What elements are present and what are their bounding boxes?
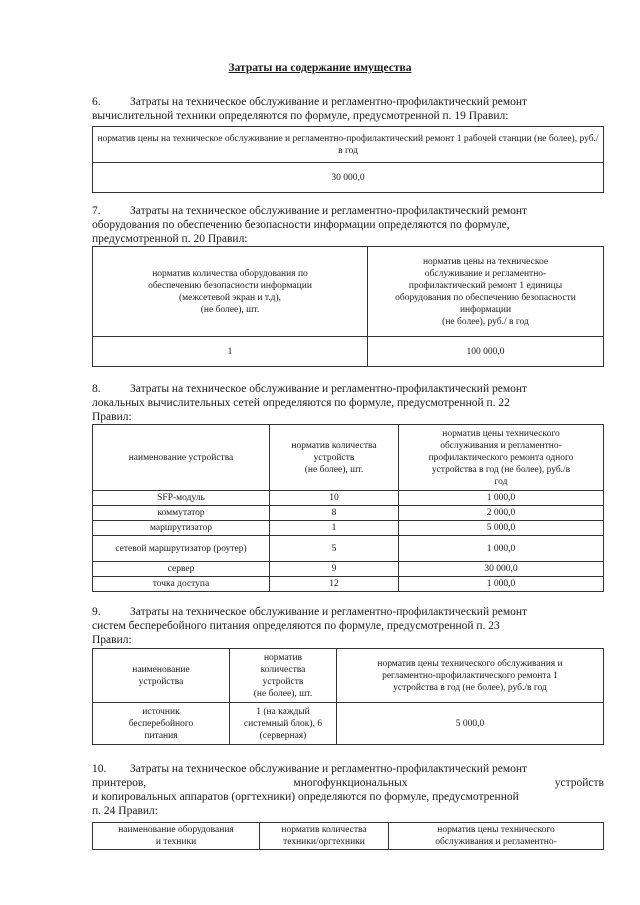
header-line: (не более), шт. xyxy=(200,304,260,315)
table-row xyxy=(93,521,604,536)
section-9-line-3: Правил: xyxy=(92,634,132,646)
section-8-line-3: Правил: xyxy=(92,411,132,423)
header-line: наименование оборудования xyxy=(118,825,234,835)
table-row xyxy=(93,562,604,577)
section-9-header-price xyxy=(337,649,604,703)
section-8-table xyxy=(92,424,604,592)
section-6-value: 30 000,0 xyxy=(93,163,604,193)
header-line: и техники xyxy=(155,837,197,847)
section-9-number: 9. xyxy=(92,606,101,618)
header-line: количества xyxy=(260,664,306,675)
row-qty: 10 xyxy=(270,491,399,506)
section-6-header: норматив цены на техническое обслуживание и регламентно-профилактический ремонт 1 рабочей станции (не более), руб./ в год xyxy=(93,127,604,163)
section-10-header-price xyxy=(389,823,604,850)
section-9-header-qty xyxy=(230,649,337,703)
header-line: регламентно-профилактического ремонта 1 xyxy=(382,670,558,681)
row-name: точка доступа xyxy=(93,577,270,592)
section-6-text xyxy=(92,95,604,123)
section-8-number: 8. xyxy=(92,383,101,395)
section-10-number: 10. xyxy=(92,763,107,775)
header-line: профилактический ремонт 1 единицы xyxy=(408,280,563,291)
section-7-line-3: предусмотренной п. 20 Правил: xyxy=(92,233,248,245)
header-line: обеспечению безопасности информации xyxy=(148,280,312,291)
header-line: норматив количества оборудования по xyxy=(152,268,308,279)
header-line: устройств xyxy=(313,452,355,463)
header-line: норматив количества xyxy=(291,440,377,451)
page-title: Затраты на содержание имущества xyxy=(228,62,412,74)
header-line: наименование xyxy=(132,664,190,675)
row-name: коммутатор xyxy=(93,506,270,521)
section-8-header-qty xyxy=(270,425,399,491)
cell-line: питания xyxy=(144,730,178,741)
table-row xyxy=(93,577,604,592)
header-line: устройства в год (не более), руб./в год xyxy=(393,682,547,693)
header-line: норматив xyxy=(263,652,303,663)
section-6-line-2: вычислительной техники определяются по формуле, предусмотренной п. 19 Правил: xyxy=(92,110,509,122)
section-6-line-1: Затраты на техническое обслуживание и регламентно-профилактический ремонт xyxy=(130,96,528,108)
header-line: устройств xyxy=(262,676,304,687)
row-qty: 9 xyxy=(270,562,399,577)
section-10-line-1: Затраты на техническое обслуживание и регламентно-профилактический ремонт xyxy=(130,763,528,775)
section-6-table xyxy=(92,126,604,193)
row-qty: 1 xyxy=(270,521,399,536)
header-line: оборудования по обеспечению безопасности xyxy=(395,292,576,303)
section-9-line-1: Затраты на техническое обслуживание и регламентно-профилактический ремонт xyxy=(130,606,528,618)
table-row xyxy=(93,703,604,745)
row-price: 1 000,0 xyxy=(399,577,604,592)
header-line: норматив цены технического xyxy=(442,428,560,439)
section-9-line-2: систем бесперебойного питания определяются по формуле, предусмотренной п. 23 xyxy=(92,620,500,632)
header-line: информации xyxy=(459,304,512,315)
section-9-device-name xyxy=(93,703,230,745)
row-price: 30 000,0 xyxy=(399,562,604,577)
cell-line: 1 (на каждый xyxy=(256,706,310,717)
header-line: норматив цены на техническое xyxy=(422,256,549,267)
section-7-header-qty xyxy=(93,247,368,337)
section-10-word-3: устройств xyxy=(554,777,604,789)
row-name: маршрутизатор xyxy=(93,521,270,536)
section-8-header-price xyxy=(399,425,604,491)
section-7-number: 7. xyxy=(92,205,101,217)
section-10-table xyxy=(92,822,604,850)
header-line: (не более), шт. xyxy=(304,464,364,475)
row-name: SFP-модуль xyxy=(93,491,270,506)
cell-line: источник xyxy=(142,706,180,717)
row-name: сетевой маршрутизатор (роутер) xyxy=(93,536,270,562)
row-qty: 12 xyxy=(270,577,399,592)
section-9-table xyxy=(92,648,604,745)
table-row xyxy=(93,506,604,521)
header-line: профилактического ремонта одного xyxy=(428,452,574,463)
row-qty: 5 xyxy=(270,536,399,562)
row-price: 5 000,0 xyxy=(399,521,604,536)
section-7-table xyxy=(92,246,604,367)
section-7-line-2: оборудования по обеспечению безопасности информации определяются по формуле, xyxy=(92,219,510,231)
section-10-word-2: многофункциональных xyxy=(293,777,408,789)
section-7-text xyxy=(92,204,604,246)
section-10-word-1: принтеров, xyxy=(92,777,147,789)
header-line: техники/оргтехники xyxy=(283,837,365,847)
section-9-header-name xyxy=(93,649,230,703)
section-7-header-price xyxy=(368,247,604,337)
section-10-text xyxy=(92,762,604,818)
header-line: устройства в год (не более), руб./в xyxy=(431,464,571,475)
row-price: 1 000,0 xyxy=(399,536,604,562)
header-line: обслуживания и регламентно- xyxy=(440,440,562,451)
section-10-line-4: п. 24 Правил: xyxy=(92,805,158,817)
section-6-number: 6. xyxy=(92,96,101,108)
table-row xyxy=(93,536,604,562)
section-10-line-2 xyxy=(92,776,604,790)
header-line: (не более), руб./ в год xyxy=(442,316,529,327)
section-8-line-1: Затраты на техническое обслуживание и регламентно-профилактический ремонт xyxy=(130,383,528,395)
section-9-qty xyxy=(230,703,337,745)
section-7-qty: 1 xyxy=(93,337,368,367)
row-qty: 8 xyxy=(270,506,399,521)
header-line: (не более), шт. xyxy=(253,688,313,699)
header-line: устройства xyxy=(138,676,184,687)
cell-line: системный блок), 6 xyxy=(243,718,323,729)
row-name: сервер xyxy=(93,562,270,577)
section-10-header-qty xyxy=(260,823,389,850)
section-9-text xyxy=(92,605,604,647)
section-10-line-3: и копировальных аппаратов (оргтехники) определяются по формуле, предусмотренной xyxy=(92,791,519,803)
header-line: (межсетевой экран и т.д), xyxy=(178,292,282,303)
header-line: норматив цены технического xyxy=(437,825,555,835)
section-10-header-name xyxy=(93,823,260,850)
row-price: 1 000,0 xyxy=(399,491,604,506)
header-line: обслуживания и регламентно- xyxy=(435,837,557,847)
table-row xyxy=(93,491,604,506)
header-line: год xyxy=(494,476,508,487)
cell-line: (серверная) xyxy=(259,730,307,741)
section-8-header-name: наименование устройства xyxy=(93,425,270,491)
section-7-price: 100 000,0 xyxy=(368,337,604,367)
row-price: 2 000,0 xyxy=(399,506,604,521)
section-8-line-2: локальных вычислительных сетей определяются по формуле, предусмотренной п. 22 xyxy=(92,397,510,409)
header-line: норматив цены технического обслуживания и xyxy=(377,658,563,669)
section-7-line-1: Затраты на техническое обслуживание и регламентно-профилактический ремонт xyxy=(130,205,528,217)
header-line: обслуживание и регламентно- xyxy=(424,268,547,279)
section-8-text xyxy=(92,382,604,424)
header-line: норматив количества xyxy=(281,825,367,835)
cell-line: бесперебойного xyxy=(128,718,194,729)
section-9-price: 5 000,0 xyxy=(337,703,604,745)
